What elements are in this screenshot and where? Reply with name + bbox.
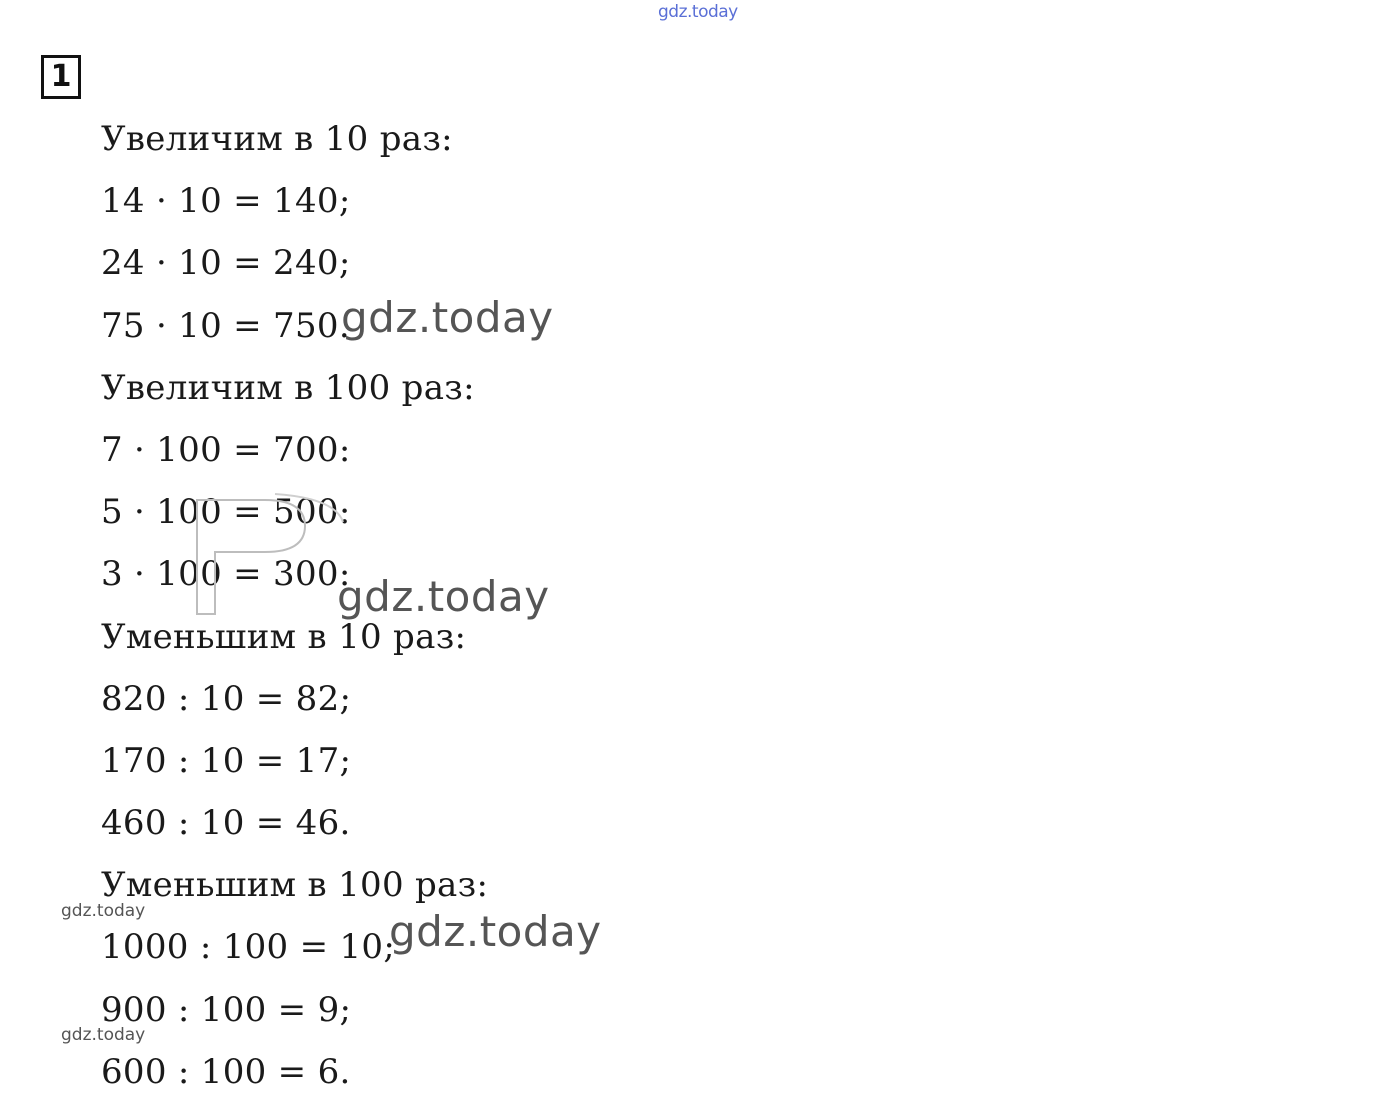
equation-line: 7 · 100 = 700:: [101, 429, 351, 470]
equation-line: 24 · 10 = 240;: [101, 243, 351, 284]
equation-line: 600 : 100 = 6.: [101, 1051, 351, 1092]
equation-line: 3 · 100 = 300:: [101, 554, 351, 595]
equation-line: 900 : 100 = 9;: [101, 989, 352, 1030]
equation-line: 460 : 10 = 46.: [101, 803, 351, 844]
watermark-small-2: gdz.today: [61, 1025, 146, 1045]
heading-divide-10: Уменьшим в 10 раз:: [101, 616, 467, 657]
heading-multiply-10: Увеличим в 10 раз:: [101, 119, 453, 159]
equation-line: 1000 : 100 = 10;: [101, 927, 396, 968]
top-watermark: gdz.today: [658, 2, 738, 22]
equation-line: 170 : 10 = 17;: [101, 740, 352, 781]
task-number-box: [41, 55, 81, 99]
equation-line: 5 · 100 = 500:: [101, 492, 351, 533]
equation-line: 820 : 10 = 82;: [101, 678, 352, 719]
equation-line: 75 · 10 = 750.: [101, 305, 350, 346]
watermark-large-2: gdz.today: [337, 572, 550, 621]
heading-multiply-100: Увеличим в 100 раз:: [101, 367, 475, 408]
ghost-watermark-logo: [195, 492, 345, 622]
watermark-small-1: gdz.today: [61, 901, 146, 921]
watermark-large-3: gdz.today: [389, 907, 602, 956]
equation-line: 14 · 10 = 140;: [101, 181, 351, 222]
task-number: 1: [50, 59, 72, 94]
watermark-large-1: gdz.today: [341, 293, 554, 342]
heading-divide-100: Уменьшим в 100 раз:: [101, 865, 489, 906]
